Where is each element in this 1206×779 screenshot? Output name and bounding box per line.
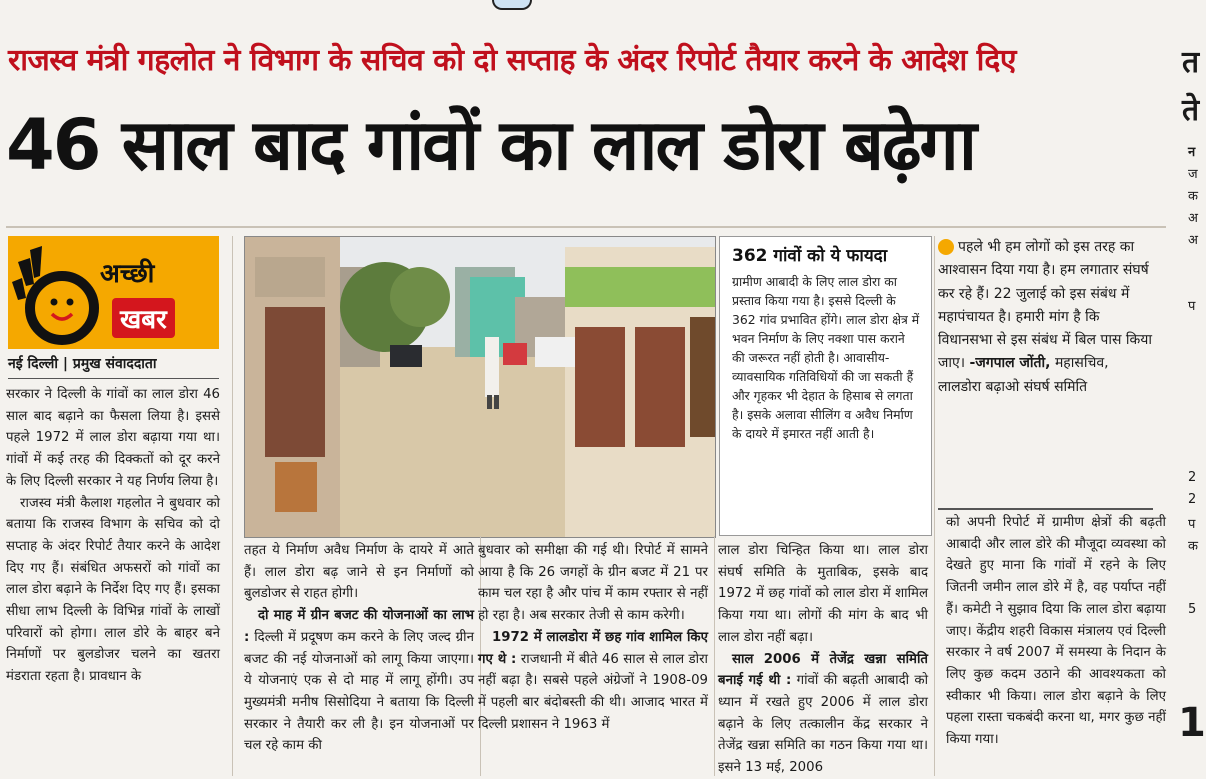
edge-glyph: 2 bbox=[1188, 492, 1197, 507]
edge-glyph: क bbox=[1188, 539, 1198, 554]
edge-glyph: क bbox=[1188, 189, 1198, 204]
logo-text-khabar: खबर bbox=[112, 298, 175, 338]
quote-block bbox=[938, 236, 1153, 399]
paragraph: लाल डोरा चिन्हित किया था। लाल डोरा संघर्ष समिति के मुताबिक, इसके बाद 1972 में छह गांवों को लाल डोरा में शामिल किया गया था। लोगों की मांग के बाद भी लाल डोरा नहीं बढ़ा। bbox=[718, 543, 928, 645]
edge-glyph: न bbox=[1188, 145, 1196, 160]
column-4 bbox=[718, 540, 928, 779]
paragraph: राजस्व मंत्री कैलाश गहलोत ने बुधवार को बताया कि राजस्व विभाग के सचिव को दो सप्ताह के अंदर रिपोर्ट तैयार करने के आदेश दिए गए हैं। संबंधित अफसरों को गांवों का लाल डोरा बढ़ाने के निर्देश दिए गए हैं। इसका सीधा लाभ दिल्ली के विभिन्न गांवों के लाखों परिवारों को होगा। लाल डोरे के बाहर बने निर्माणों पर बुलडोजर चलने का खतरा मंडराता रहता है। प्रावधान के bbox=[6, 495, 220, 685]
paragraph: गांवों की बढ़ती आबादी को ध्यान में रखते हुए 2006 में लाल डोरा बढ़ाने के लिए तत्कालीन केंद्र सरकार ने तेजेंद्र खन्ना समिति का गठन किया गया था। इसने 13 मई, 2006 bbox=[718, 673, 929, 776]
paragraph: को अपनी रिपोर्ट में ग्रामीण क्षेत्रों की बढ़ती आबादी और लाल डोरे की मौजूदा व्यवस्था को देखते हुए माना कि गांवों में रहने के लिए जितनी जमीन लाल डोरे में है, वह पर्याप्त नहीं हैं। कमेटी ने सुझाव दिया कि लाल डोरा बढ़ाया जाए। केंद्रीय शहरी विकास मंत्रालय एवं दिल्ली सरकार ने वर्ष 2007 में समस्या के निदान के लिए कुछ कदम उठाने की आवश्यकता को स्वीकार भी किया। लाल डोरा बढ़ाने के लिए पहला रास्ता चकबंदी करना था, मगर कुछ नहीं किया गया। bbox=[946, 515, 1166, 748]
sidebar-box bbox=[719, 236, 932, 536]
edge-glyph: 5 bbox=[1188, 602, 1197, 617]
quote-text: पहले भी हम लोगों को इस तरह का आश्वासन दिया गया है। हम लगातार संघर्ष कर रहे हैं। 22 जुलाई को इस संबंध में महापंचायत है। हमारी मांग है कि विधानसभा से इस संबंध में बिल पास किया जाए। bbox=[938, 239, 1153, 372]
edge-glyph: प bbox=[1188, 517, 1196, 532]
article-headline: 46 साल बाद गांवों का लाल डोरा बढ़ेगा bbox=[6, 104, 975, 186]
edge-glyph: 1 bbox=[1178, 700, 1206, 746]
paragraph: बुधवार को समीक्षा की गई थी। रिपोर्ट में सामने आया है कि 26 जगहों के ग्रीन बजट में 21 पर काम चल रहा है और पांच में काम रफ्तार से नहीं हो रहा है। अब सरकार तेजी से काम करेगी। bbox=[478, 543, 708, 624]
subheading: दो माह में ग्रीन बजट की योजनाओं का लाभ : bbox=[244, 608, 474, 645]
edge-glyph: अ bbox=[1188, 233, 1198, 248]
headline-divider bbox=[6, 226, 1166, 228]
article-kicker: राजस्व मंत्री गहलोत ने विभाग के सचिव को दो सप्ताह के अंदर रिपोर्ट तैयार करने के आदेश दिए bbox=[8, 43, 1016, 78]
street-photo bbox=[244, 236, 716, 538]
edge-glyph: ते bbox=[1182, 93, 1200, 128]
quote-mark-icon bbox=[938, 239, 954, 255]
achhi-khabar-logo bbox=[8, 236, 219, 349]
sidebar-box-title: 362 गांवों को ये फायदा bbox=[732, 246, 888, 266]
ok-hand-icon bbox=[10, 240, 100, 346]
column-2 bbox=[244, 540, 474, 757]
quote-attribution: -जगपाल जोंती, bbox=[969, 355, 1051, 372]
edge-glyph: अ bbox=[1188, 211, 1198, 226]
dateline-rule bbox=[8, 378, 219, 379]
edge-glyph: त bbox=[1182, 45, 1200, 80]
top-cloud-graphic bbox=[492, 0, 532, 10]
column-1 bbox=[6, 384, 220, 688]
subheading: साल 2006 में तेजेंद्र खन्ना समिति बनाई गई थी : bbox=[718, 651, 928, 689]
column-5 bbox=[946, 512, 1166, 751]
logo-text-achhi: अच्छी bbox=[100, 259, 155, 289]
quote-role: महासचिव, लालडोरा बढ़ाओ संघर्ष समिति bbox=[938, 355, 1109, 395]
paragraph: सरकार ने दिल्ली के गांवों का लाल डोरा 46 साल बाद बढ़ाने का फैसला लिया है। इससे पहले 1972 में लाल डोरा बढ़ाया गया था। गांवों में कई तरह की दिक्कतों को दूर करने के लिए दिल्ली सरकार ने यह निर्णय लिया है। bbox=[6, 387, 220, 489]
sidebar-box-text: ग्रामीण आबादी के लिए लाल डोरा का प्रस्ताव किया गया है। इससे दिल्ली के 362 गांव प्रभावित होंगे। लाल डोरा क्षेत्र में भवन निर्माण के लिए नक्शा पास कराने की जरूरत नहीं होती है। आवासीय-व्यावसायिक गतिविधियों की जा सकती हैं और गृहकर भी देहात के हिसाब से लगता है। इसके अलावा सीलिंग व अवैध निर्माण के दायरे में इमारत नहीं आती है। bbox=[732, 274, 920, 441]
edge-glyph: प bbox=[1188, 299, 1196, 314]
column-divider bbox=[714, 536, 715, 776]
paragraph: दिल्ली में प्रदूषण कम करने के लिए जल्द ग्रीन बजट की नई योजनाओं को लागू किया जाएगा। ये योजनाएं एक से दो माह में लागू होंगी। उप मुख्यमंत्री मनीष सिसोदिया ने बताया कि दिल्ली सरकार ने तैयारी कर ली है। इन योजनाओं पर चल रहे काम की bbox=[244, 629, 474, 754]
edge-glyph: ज bbox=[1188, 167, 1198, 182]
column-divider bbox=[232, 236, 233, 776]
quote-rule bbox=[938, 508, 1153, 510]
paragraph: तहत ये निर्माण अवैध निर्माण के दायरे में आते हैं। लाल डोरा बढ़ जाने से इन निर्माणों को बुलडोजर से राहत होगी। bbox=[244, 543, 474, 602]
column-3 bbox=[478, 540, 708, 735]
edge-glyph: 2 bbox=[1188, 470, 1197, 485]
paragraph: राजधानी में बीते 46 साल से लाल डोरा नहीं बढ़ा है। सबसे पहले अंग्रेजों ने 1908-09 में पहली बार बंदोबस्ती की थी। आजाद भारत में दिल्ली प्रशासन ने 1963 में bbox=[478, 651, 708, 732]
column-divider bbox=[934, 236, 935, 776]
dateline: नई दिल्ली | प्रमुख संवाददाता bbox=[8, 356, 157, 372]
subheading: 1972 में लालडोरा में छह गांव शामिल किए गए थे : bbox=[478, 629, 708, 667]
adjacent-article-edge bbox=[1172, 0, 1206, 776]
